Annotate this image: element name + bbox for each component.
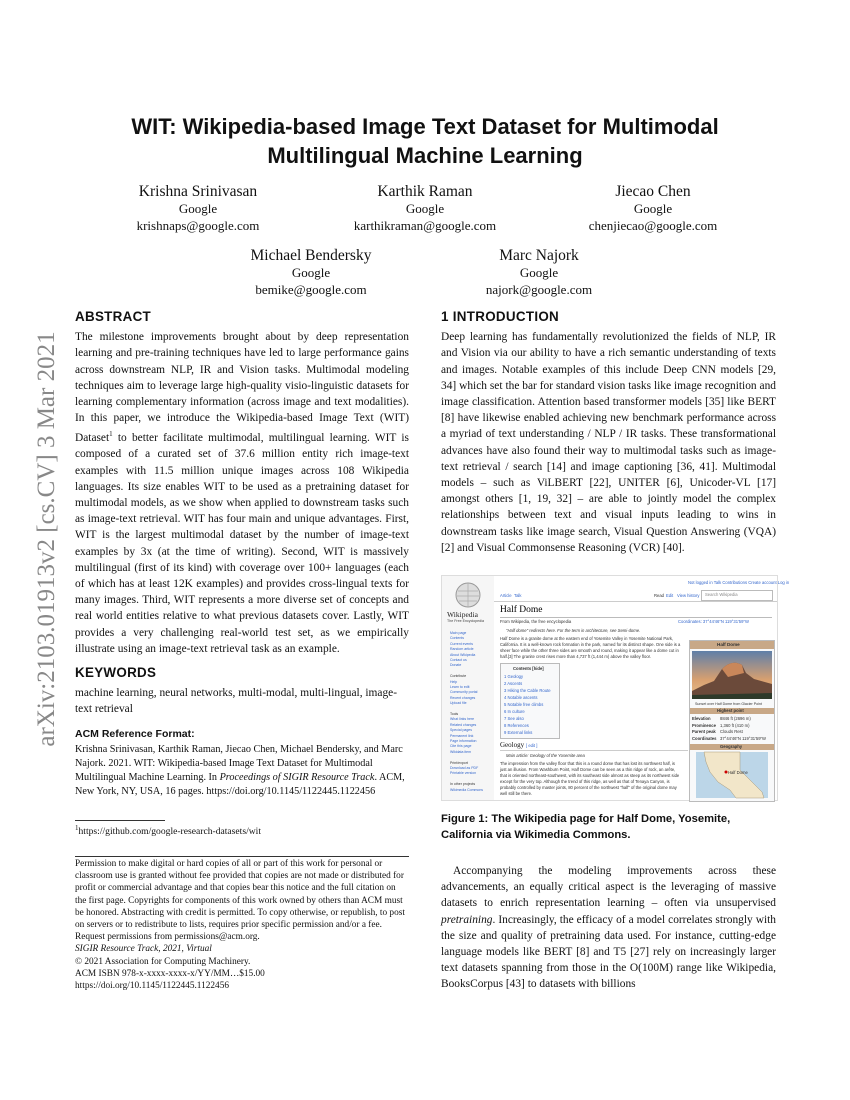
wiki-hatnote: "Half dome" redirects here. For the term in architecture, see Semi-dome.	[506, 628, 641, 633]
author-email: karthikraman@google.com	[353, 218, 497, 233]
wiki-sidebar-link[interactable]: Wikimedia Commons	[450, 787, 484, 792]
author-affiliation: Google	[633, 201, 673, 216]
keywords-text: machine learning, neural networks, multi-modal, multi-lingual, image-text retrieval	[75, 687, 398, 716]
wiki-toc-item[interactable]: 6 In culture	[504, 709, 525, 714]
wiki-sidebar-link[interactable]: Help	[450, 679, 458, 684]
footnote	[75, 822, 409, 839]
title-line-1: WIT: Wikipedia-based Image Text Dataset for Multimodal	[131, 114, 719, 139]
figure-wikipedia-screenshot	[441, 575, 790, 801]
wiki-sidebar-link[interactable]: Community portal	[450, 690, 478, 695]
wiki-lead-3: sheer face while the other three sides are smooth and round, making it appear like a dome cut in	[500, 648, 679, 653]
permission-rule	[75, 856, 409, 857]
wiki-infobox-value: 1,360 ft (410 m)	[720, 722, 750, 728]
wiki-sidebar-link[interactable]: Contribute	[450, 674, 467, 679]
abstract-heading: ABSTRACT	[75, 309, 152, 324]
author-name: Karthik Raman	[377, 183, 473, 200]
wiki-lead-2: California. It is a well-known rock formation in the park, named for its distinct shape. One side is a	[500, 642, 681, 647]
footnote-rule	[75, 820, 165, 821]
permission-isbn: ACM ISBN 978-x-xxxx-xxxx-x/YY/MM…$15.00	[75, 968, 265, 979]
wiki-sidebar-link[interactable]: Upload file	[450, 701, 467, 706]
wiki-tab-rule	[494, 601, 777, 602]
wiki-title-rule	[500, 617, 772, 618]
permission-venue-text: SIGIR Resource Track, 2021, Virtual	[75, 944, 212, 955]
wiki-toc-item[interactable]: 9 External links	[504, 730, 533, 735]
author-5	[434, 247, 644, 298]
permission-doi: https://doi.org/10.1145/1122445.1122456	[75, 981, 230, 992]
wiki-sidebar-link[interactable]: Contents	[450, 636, 465, 641]
acm-reference-heading: ACM Reference Format:	[75, 728, 195, 740]
wiki-sidebar-link[interactable]: Recent changes	[450, 695, 476, 700]
wiki-infobox-geography: Geography	[720, 744, 743, 749]
wiki-toc-title: Contents [hide]	[513, 666, 544, 671]
footnote-link[interactable]: https://github.com/google-research-datasets/wit	[78, 826, 262, 838]
wiki-geo-2: just an illusion. From Washburn Point, Half Dome can be seen as a thin ridge of rock, an arête,	[500, 767, 676, 772]
author-2	[320, 183, 530, 234]
wiki-geo-1: The impression from the valley floor that this is a round dome that has lost its northwest half, is	[500, 761, 676, 766]
author-email: krishnaps@google.com	[136, 218, 260, 233]
wiki-infobox-highest: Highest point	[717, 708, 744, 713]
intro-p2-part1: Accompanying the modeling improvements across these advancements, an equally critical aspect is the leveraging of massive datasets to enrich representation learning – often via unsupervised	[441, 865, 776, 910]
intro-p2-text	[441, 863, 776, 993]
wiki-tab-read[interactable]: Read	[654, 593, 665, 598]
wiki-sidebar-link[interactable]: In other projects	[450, 782, 476, 787]
intro-p2-emphasis: pretraining	[441, 913, 493, 926]
wiki-sidebar-link[interactable]: Print/export	[450, 760, 468, 765]
wiki-sidebar-link[interactable]: Wikidata item	[450, 749, 472, 754]
abstract-text-part1: The milestone improvements brought about by deep representation learning and pre-training techniques have led to large performance gains across downstream NLP, IR and Vision tasks. Multimodal modeling techniques aim to leverage large high-quality visio-linguistic datasets for learning complementary information (across image and text modalities). In this paper, we introduce the Wikipedia-based Image Text (WIT) Dataset	[75, 331, 409, 445]
author-email: chenjiecao@google.com	[588, 218, 718, 233]
permission-copyright: © 2021 Association for Computing Machinery.	[75, 956, 251, 967]
acm-ref-part1: Krishna Srinivasan, Karthik Raman, Jiecao Chen, Michael Bendersky, and Marc Najork. 2021. WIT: Wikipedia-based Image Text Dataset for Multimodal Multilingual Machine Learning. In	[75, 744, 403, 783]
wiki-coordinates[interactable]: Coordinates: 37°44′46″N 119°31′59″W	[678, 619, 749, 624]
wiki-infobox-caption: Sunset over Half Dome from Glacier Point	[695, 702, 762, 706]
wiki-sidebar-link[interactable]: What links here	[450, 717, 475, 722]
wiki-sidebar-link[interactable]: Learn to edit	[450, 685, 470, 689]
wiki-toc-item[interactable]: 3 Hiking the Cable Route	[504, 688, 551, 693]
wiki-sidebar-link[interactable]: Donate	[450, 663, 462, 668]
wiki-sidebar-link[interactable]: Special pages	[450, 728, 472, 733]
wiki-logo-sub: The Free Encyclopedia	[447, 619, 484, 623]
wiki-sidebar-link[interactable]: Random article	[450, 647, 474, 652]
author-email: bemike@google.com	[255, 282, 367, 297]
author-1	[93, 183, 303, 234]
permission-text: Permission to make digital or hard copies of all or part of this work for personal or classroom use is granted without fee provided that copies are not made or distributed for profit or commercial advantage and that copies bear this notice and the full citation on the first page. Copyrights for components of this work owned by others than ACM must be honored. Abstracting with credit is permitted. To copy otherwise, or republish, to post on servers or to redistribute to lists, requires prior specific permission and/or a fee. Request permissions from permissions@acm.org.	[75, 859, 405, 943]
wiki-toc-item[interactable]: 4 Notable ascents	[504, 695, 538, 700]
wiki-sidebar-link[interactable]: Tools	[450, 712, 459, 716]
wiki-geo-5: probably controlled by master joints, 80 percent of the northwest "half" of the original dome may	[500, 785, 677, 790]
author-email: najork@google.com	[485, 282, 593, 297]
wiki-sidebar-link[interactable]: Download as PDF	[450, 766, 479, 770]
acm-reference	[75, 727, 409, 799]
author-affiliation: Google	[519, 265, 559, 280]
wiki-tab-history[interactable]: View history	[677, 593, 700, 598]
abstract-section	[75, 309, 409, 657]
half-dome-photo	[692, 651, 772, 699]
figure-caption: Figure 1: The Wikipedia page for Half Dome, Yosemite, California via Wikimedia Commons.	[441, 813, 731, 841]
wiki-search-placeholder: Search Wikipedia	[705, 592, 738, 597]
author-3	[548, 183, 758, 234]
acm-ref-venue: Proceedings of SIGIR Resource Track	[219, 772, 375, 783]
wiki-toc-item[interactable]: 1 Geology	[504, 674, 524, 679]
wiki-infobox-value: 8846 ft (2696 m)	[720, 716, 751, 721]
acm-ref-part2: . ACM, New York, NY, USA, 16 pages. https://doi.org/10.1145/1122445.1122456	[75, 772, 405, 797]
footnote-number: 1	[75, 824, 79, 832]
wiki-page-title: Half Dome	[500, 605, 543, 615]
wiki-toc-item[interactable]: 8 References	[504, 723, 529, 728]
wiki-toc-item[interactable]: 2 Ascents	[504, 681, 523, 686]
wiki-section-geology: Geology	[500, 741, 525, 749]
wiki-sidebar-link[interactable]: Page information	[450, 739, 477, 743]
wiki-geo-3: that is oriented northeast-southwest, with its southeast side almost as steep as its northwest side	[500, 773, 680, 778]
wiki-sidebar-link[interactable]: Printable version	[450, 771, 477, 776]
wiki-toc-item[interactable]: 7 See also	[504, 716, 524, 721]
footnote-mark: 1	[109, 430, 113, 439]
wiki-tab-talk[interactable]: Talk	[514, 593, 522, 598]
wikipedia-globe-icon	[453, 580, 483, 610]
wiki-infobox-key: Prominence	[692, 722, 716, 728]
wiki-sidebar-link[interactable]: About Wikipedia	[450, 652, 476, 657]
wiki-top-links[interactable]: Not logged in Talk Contributions Create account Log in	[688, 580, 790, 585]
intro-p2-part2: . Increasingly, the efficacy of a model correlates strongly with the size and quality of pretraining data used. For instance, cutting-edge language models like BERT [8] and T5 [27] rely on increasingly larger text datasets spanning from those in the O(100M) range like Wikipedia, BooksCorpus [43] to datasets with billions	[441, 913, 776, 991]
wiki-infobox-key: Coordinates	[692, 735, 717, 741]
introduction-section	[441, 309, 776, 556]
author-name: Michael Bendersky	[250, 247, 372, 264]
author-name: Krishna Srinivasan	[138, 183, 258, 200]
wiki-infobox-key: Elevation	[692, 716, 711, 721]
wiki-sidebar-link[interactable]: Permanent link	[450, 733, 474, 738]
author-affiliation: Google	[405, 201, 445, 216]
wiki-section-edit[interactable]: [ edit ]	[526, 743, 538, 748]
introduction-heading: 1 INTRODUCTION	[441, 309, 560, 324]
wiki-infobox-value: Clouds Rest	[720, 729, 743, 734]
wiki-logo-word: Wikipedia	[447, 610, 478, 619]
author-affiliation: Google	[178, 201, 218, 216]
acm-reference-text	[75, 743, 409, 799]
wiki-section-rule	[500, 750, 688, 751]
wiki-tab-edit[interactable]: Edit	[666, 593, 674, 598]
wiki-geo-4: except for the very top. Although the trend of this ridge, as well as that of Tenaya Canyon, is	[500, 779, 670, 784]
permission-venue	[75, 943, 409, 955]
wiki-search-input[interactable]	[701, 590, 773, 601]
wiki-sidebar-link[interactable]: Cite this page	[450, 744, 472, 749]
wiki-infobox-title: Half Dome	[717, 642, 740, 647]
wiki-sidebar-link[interactable]: Related changes	[450, 722, 477, 727]
keywords-heading: KEYWORDS	[75, 665, 157, 680]
wiki-sidebar-link[interactable]: Contact us	[450, 658, 467, 662]
author-4	[206, 247, 416, 298]
permission-block	[75, 858, 409, 992]
wiki-sidebar-link[interactable]: Main page	[450, 631, 467, 635]
arxiv-stamp: arXiv:2103.01913v2 [cs.CV] 3 Mar 2021	[33, 331, 60, 747]
wiki-sidebar-link[interactable]: Current events	[450, 641, 473, 646]
wiki-geo-6: well still be there.	[500, 791, 533, 796]
wiki-main-article: Main article: Geology of the Yosemite area	[506, 753, 585, 758]
wiki-from-line: From Wikipedia, the free encyclopedia	[500, 619, 572, 624]
title-line-2: Multilingual Machine Learning	[267, 143, 583, 168]
wiki-infobox-value: 37°44′46″N 119°31′59″W	[720, 735, 766, 741]
wiki-toc-item[interactable]: 5 Notable free climbs	[504, 702, 544, 707]
abstract-text	[75, 329, 409, 657]
paper-title	[80, 112, 770, 170]
wiki-toc	[500, 663, 560, 739]
wiki-lead-1: Half Dome is a granite dome at the eastern end of Yosemite Valley in Yosemite National Park,	[500, 636, 674, 641]
wiki-infobox-key: Parent peak	[692, 729, 716, 734]
wiki-tab-article[interactable]: Article	[500, 593, 512, 598]
author-name: Marc Najork	[499, 247, 579, 264]
author-affiliation: Google	[291, 265, 331, 280]
abstract-text-part2: to better facilitate multimodal, multilingual learning. WIT is composed of a curated set of 37.6 million entity rich image-text examples with 11.5 million unique images across 108 Wikipedia languages. Its size enables WIT to be used as a pretraining dataset for multimodal models, as we show when applied to downstream tasks such as image-text retrieval. WIT has four main and unique advantages. First, WIT is the largest multimodal dataset by the number of image-text examples by 3x (at the time of writing). Second, WIT is massively multilingual (first of its kind) with coverage over 100+ languages (each of which has at least 12K examples) and provides cross-lingual texts for many images. Third, WIT represents a more diverse set of concepts and real world entities relative to what previous datasets cover. Lastly, WIT provides a very challenging real-world test set, as we empirically illustrate using an image-text retrieval task as an example.	[75, 432, 409, 655]
wiki-lead-4: half.[3] The granite crest rises more than 4,737 ft (1,444 m) above the valley floor.	[500, 654, 651, 659]
introduction-paragraph-1: Deep learning has fundamentally revolutionized the fields of NLP, IR and Vision via our ability to have a rich semantic understanding of texts and images. Notable examples of this include Deep CNN models [29, 34] which set the bar for standard vision tasks like image recognition and image classification. Attention based transformer models [35] like BERT [8] have likewise enabled achieving new benchmark performance across a myriad of text understanding / NLP / IR tasks. These transformational advances have also found their way to multimodal tasks such as image-text retrieval / search [14] and image captioning [36, 41]. Multimodal models – such as ViLBERT [22], UNITER [6], Unicoder-VL [17] amongst others [1, 19, 32] – are able to jointly model the complex relationships between text and visual inputs leading to wins in downstream tasks like image search, Visual Question Answering (VQA) [2] and Visual Commonsense Reasoning (VCR) [40].	[441, 331, 776, 554]
wiki-infobox	[689, 640, 775, 802]
keywords-section	[75, 665, 409, 718]
wiki-map-label: Half Dome	[728, 770, 748, 775]
author-name: Jiecao Chen	[615, 183, 691, 200]
introduction-paragraph-2	[441, 863, 776, 993]
